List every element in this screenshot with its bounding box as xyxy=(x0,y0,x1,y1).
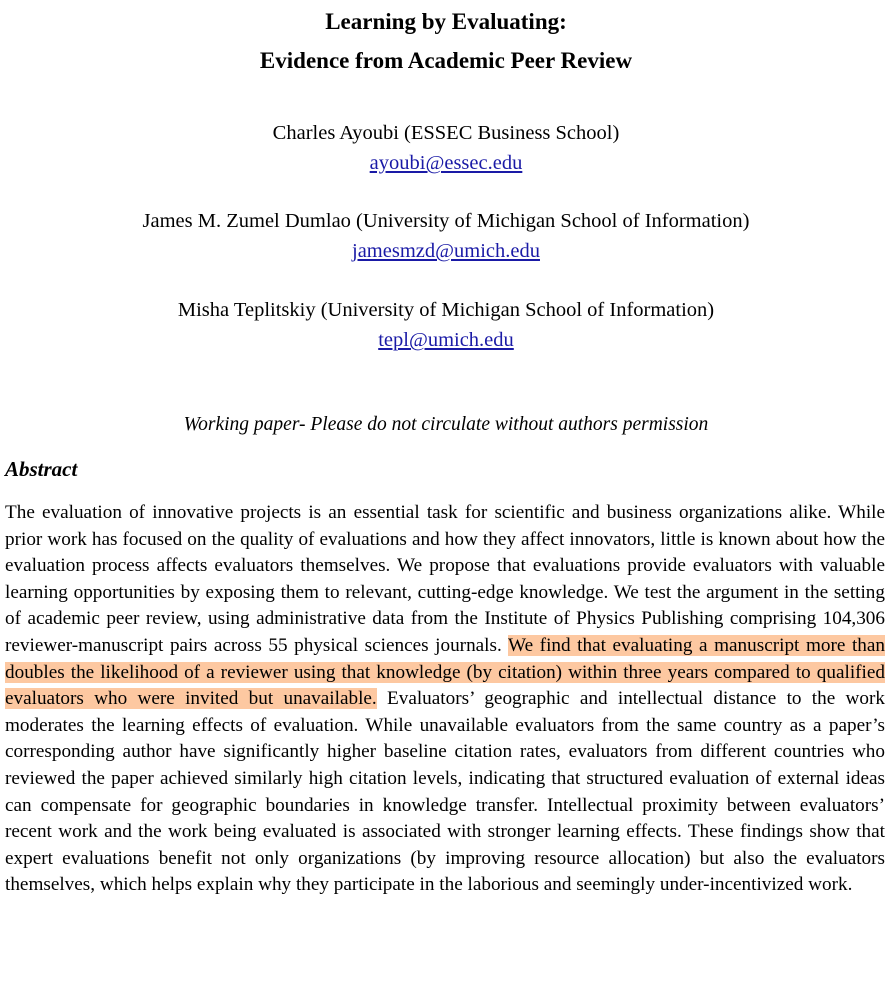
author-email-link[interactable]: tepl@umich.edu xyxy=(378,329,514,351)
author-block xyxy=(0,295,892,355)
abstract-text xyxy=(5,500,885,899)
highlighted-sentence: We find that evaluating a manuscript more than doubles the likelihood of a reviewer using that knowledge (by citation) within three years compared to qualified evaluators who were invited but unavailable. xyxy=(5,634,885,710)
paper-title-line-1: Learning by Evaluating: xyxy=(325,9,567,34)
author-name: James M. Zumel Dumlao (University of Michigan School of Information) xyxy=(142,210,750,232)
author-block xyxy=(0,118,892,178)
author-block xyxy=(0,206,892,266)
author-name: Charles Ayoubi (ESSEC Business School) xyxy=(272,122,620,144)
author-email-link[interactable]: jamesmzd@umich.edu xyxy=(352,240,540,262)
author-name: Misha Teplitskiy (University of Michigan School of Information) xyxy=(177,299,715,321)
abstract-text-part-1: The evaluation of innovative projects is an essential task for scientific and business organizations alike. While prior work has focused on the quality of evaluations and how they affect innovators, little is known about how the evaluation process affects evaluators themselves. We propose that evaluations provide evaluators with valuable learning opportunities by exposing them to relevant, cutting-edge knowledge. We test the argument in the setting of academic peer review, using administrative data from the Institute of Physics Publishing comprising 104,306 reviewer-manuscript pairs across 55 physical sciences journals. xyxy=(5,502,885,656)
working-paper-note: Working paper- Please do not circulate without authors permission xyxy=(183,414,709,435)
abstract-heading: Abstract xyxy=(5,457,78,481)
paper-title-line-2: Evidence from Academic Peer Review xyxy=(259,48,633,73)
abstract-text-part-2: Evaluators’ geographic and intellectual distance to the work moderates the learning effects of evaluation. While unavailable evaluators from the same country as a paper’s corresponding author have significantly higher baseline citation rates, evaluators from different countries who reviewed the paper achieved similarly high citation levels, indicating that structured evaluation of external ideas can compensate for geographic boundaries in knowledge transfer. Intellectual proximity between evaluators’ recent work and the work being evaluated is associated with stronger learning effects. These findings show that expert evaluations benefit not only organizations (by improving resource allocation) but also the evaluators themselves, which helps explain why they participate in the laborious and seemingly under-incentivized work. xyxy=(5,688,885,896)
author-email-link[interactable]: ayoubi@essec.edu xyxy=(369,152,523,174)
